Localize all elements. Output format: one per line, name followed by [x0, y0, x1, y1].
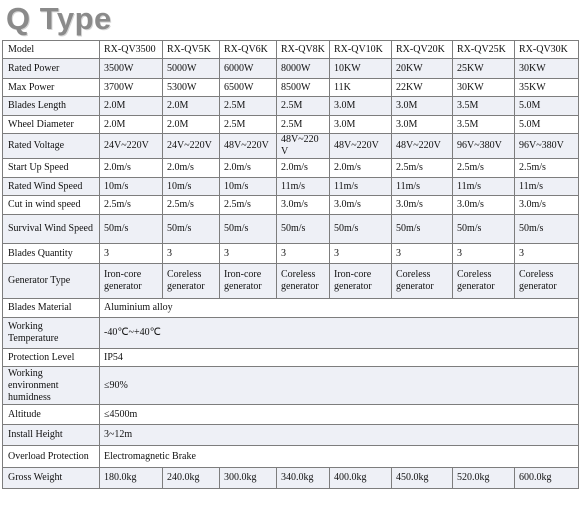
spec-value-shared: Electromagnetic Brake — [100, 446, 579, 468]
spec-value: 50m/s — [277, 215, 330, 244]
table-row — [3, 159, 579, 178]
spec-value: RX-QV8K — [277, 41, 330, 59]
spec-value: RX-QV3500 — [100, 41, 163, 59]
page-title: Q Type — [6, 1, 112, 36]
table-row — [3, 468, 579, 489]
spec-value-shared: IP54 — [100, 349, 579, 367]
spec-value: 10m/s — [220, 178, 277, 196]
spec-value: 180.0kg — [100, 468, 163, 489]
spec-value: 5.0M — [515, 97, 579, 116]
spec-value: 3 — [277, 244, 330, 264]
spec-value: 2.0m/s — [330, 159, 392, 178]
table-row — [3, 446, 579, 468]
spec-value: 25KW — [453, 59, 515, 79]
spec-value: Coreless generator — [392, 264, 453, 299]
spec-value: 240.0kg — [163, 468, 220, 489]
row-label: Working Temperature — [3, 318, 100, 349]
table-row — [3, 318, 579, 349]
row-label: Protection Level — [3, 349, 100, 367]
table-row — [3, 116, 579, 134]
spec-value: 450.0kg — [392, 468, 453, 489]
spec-value: 2.5M — [277, 97, 330, 116]
spec-value: 10m/s — [100, 178, 163, 196]
spec-value: 3.5M — [453, 116, 515, 134]
spec-value: Iron-core generator — [330, 264, 392, 299]
spec-value-shared: -40℃~+40℃ — [100, 318, 579, 349]
spec-value: 50m/s — [453, 215, 515, 244]
spec-value: 3 — [100, 244, 163, 264]
spec-value: 30KW — [515, 59, 579, 79]
spec-value: 2.0M — [163, 116, 220, 134]
spec-value: Coreless generator — [453, 264, 515, 299]
spec-value: 5.0M — [515, 116, 579, 134]
row-label: Max Power — [3, 79, 100, 97]
spec-value-shared: ≤4500m — [100, 405, 579, 425]
spec-value: 6500W — [220, 79, 277, 97]
spec-value: 11m/s — [453, 178, 515, 196]
table-row — [3, 178, 579, 196]
table-row — [3, 367, 579, 405]
row-label: Wheel Diameter — [3, 116, 100, 134]
spec-value: 22KW — [392, 79, 453, 97]
spec-value: 48V~220 V — [277, 134, 330, 159]
spec-value: 8000W — [277, 59, 330, 79]
spec-value-shared: Aluminium alloy — [100, 299, 579, 318]
spec-value: 3.0M — [392, 97, 453, 116]
spec-value: 3.0M — [330, 116, 392, 134]
spec-value: 3 — [163, 244, 220, 264]
spec-value: 2.5m/s — [392, 159, 453, 178]
spec-value: 3 — [515, 244, 579, 264]
table-row — [3, 405, 579, 425]
table-row — [3, 59, 579, 79]
spec-value: 35KW — [515, 79, 579, 97]
row-label: Gross Weight — [3, 468, 100, 489]
spec-value: 2.0m/s — [277, 159, 330, 178]
table-row — [3, 425, 579, 446]
row-label: Survival Wind Speed — [3, 215, 100, 244]
spec-value: 11m/s — [392, 178, 453, 196]
spec-value: 24V~220V — [100, 134, 163, 159]
spec-value: RX-QV25K — [453, 41, 515, 59]
spec-value: 3 — [392, 244, 453, 264]
row-label: Generator Type — [3, 264, 100, 299]
spec-value: Coreless generator — [163, 264, 220, 299]
spec-value: 2.0m/s — [100, 159, 163, 178]
spec-value: 3.0m/s — [392, 196, 453, 215]
spec-value: 3 — [330, 244, 392, 264]
spec-value: 3.5M — [453, 97, 515, 116]
spec-value: 2.5M — [220, 97, 277, 116]
spec-value: Coreless generator — [515, 264, 579, 299]
spec-value: 50m/s — [330, 215, 392, 244]
spec-value: RX-QV10K — [330, 41, 392, 59]
table-row — [3, 79, 579, 97]
spec-value: 50m/s — [392, 215, 453, 244]
spec-value: 48V~220V — [220, 134, 277, 159]
spec-value: 3.0m/s — [515, 196, 579, 215]
row-label: Rated Wind Speed — [3, 178, 100, 196]
spec-value: 50m/s — [220, 215, 277, 244]
spec-value: 30KW — [453, 79, 515, 97]
row-label: Blades Material — [3, 299, 100, 318]
spec-value: 50m/s — [515, 215, 579, 244]
spec-value: RX-QV30K — [515, 41, 579, 59]
spec-value: 8500W — [277, 79, 330, 97]
spec-table — [2, 40, 579, 489]
spec-value: 6000W — [220, 59, 277, 79]
table-row — [3, 264, 579, 299]
spec-value: 3.0m/s — [277, 196, 330, 215]
spec-value: 340.0kg — [277, 468, 330, 489]
spec-value: 2.5M — [277, 116, 330, 134]
row-label: Overload Protection — [3, 446, 100, 468]
spec-value: 96V~380V — [515, 134, 579, 159]
spec-value: 2.5M — [220, 116, 277, 134]
spec-value: 520.0kg — [453, 468, 515, 489]
spec-value: 300.0kg — [220, 468, 277, 489]
row-label: Cut in wind speed — [3, 196, 100, 215]
row-label: Install Height — [3, 425, 100, 446]
spec-value: 24V~220V — [163, 134, 220, 159]
row-label: Rated Power — [3, 59, 100, 79]
spec-value: 11m/s — [277, 178, 330, 196]
spec-value-shared: 3~12m — [100, 425, 579, 446]
spec-value: 3 — [453, 244, 515, 264]
table-row — [3, 244, 579, 264]
spec-value: RX-QV6K — [220, 41, 277, 59]
row-label: Model — [3, 41, 100, 59]
table-row — [3, 41, 579, 59]
spec-value: 3500W — [100, 59, 163, 79]
spec-value: 2.0m/s — [163, 159, 220, 178]
spec-value: RX-QV5K — [163, 41, 220, 59]
spec-value: 2.5m/s — [220, 196, 277, 215]
row-label: Working environment humidness — [3, 367, 100, 405]
spec-value: 600.0kg — [515, 468, 579, 489]
spec-value: 2.0M — [100, 97, 163, 116]
spec-value: 10KW — [330, 59, 392, 79]
spec-value: 3.0M — [392, 116, 453, 134]
spec-value: 3700W — [100, 79, 163, 97]
spec-value: 5000W — [163, 59, 220, 79]
spec-value: 50m/s — [163, 215, 220, 244]
row-label: Blades Length — [3, 97, 100, 116]
spec-value: 3.0M — [330, 97, 392, 116]
spec-value: 11m/s — [330, 178, 392, 196]
spec-value: 48V~220V — [392, 134, 453, 159]
table-row — [3, 134, 579, 159]
spec-value: 2.5m/s — [100, 196, 163, 215]
spec-value: 11K — [330, 79, 392, 97]
table-row — [3, 97, 579, 116]
spec-value-shared: ≤90% — [100, 367, 579, 405]
row-label: Blades Quantity — [3, 244, 100, 264]
spec-value: 2.5m/s — [163, 196, 220, 215]
table-row — [3, 196, 579, 215]
spec-value: 5300W — [163, 79, 220, 97]
spec-value: 10m/s — [163, 178, 220, 196]
spec-value: 3.0m/s — [330, 196, 392, 215]
spec-value: 3.0m/s — [453, 196, 515, 215]
row-label: Altitude — [3, 405, 100, 425]
spec-value: 11m/s — [515, 178, 579, 196]
spec-value: Coreless generator — [277, 264, 330, 299]
spec-value: Iron-core generator — [100, 264, 163, 299]
spec-value: 2.5m/s — [515, 159, 579, 178]
spec-value: 2.0M — [100, 116, 163, 134]
spec-value: 2.0M — [163, 97, 220, 116]
spec-value: 96V~380V — [453, 134, 515, 159]
row-label: Rated Voltage — [3, 134, 100, 159]
table-row — [3, 215, 579, 244]
spec-value: 400.0kg — [330, 468, 392, 489]
table-row — [3, 349, 579, 367]
spec-value: 50m/s — [100, 215, 163, 244]
spec-value: 2.5m/s — [453, 159, 515, 178]
spec-value: 3 — [220, 244, 277, 264]
spec-value: RX-QV20K — [392, 41, 453, 59]
spec-value: 48V~220V — [330, 134, 392, 159]
spec-value: 2.0m/s — [220, 159, 277, 178]
spec-value: 20KW — [392, 59, 453, 79]
spec-value: Iron-core generator — [220, 264, 277, 299]
table-row — [3, 299, 579, 318]
row-label: Start Up Speed — [3, 159, 100, 178]
